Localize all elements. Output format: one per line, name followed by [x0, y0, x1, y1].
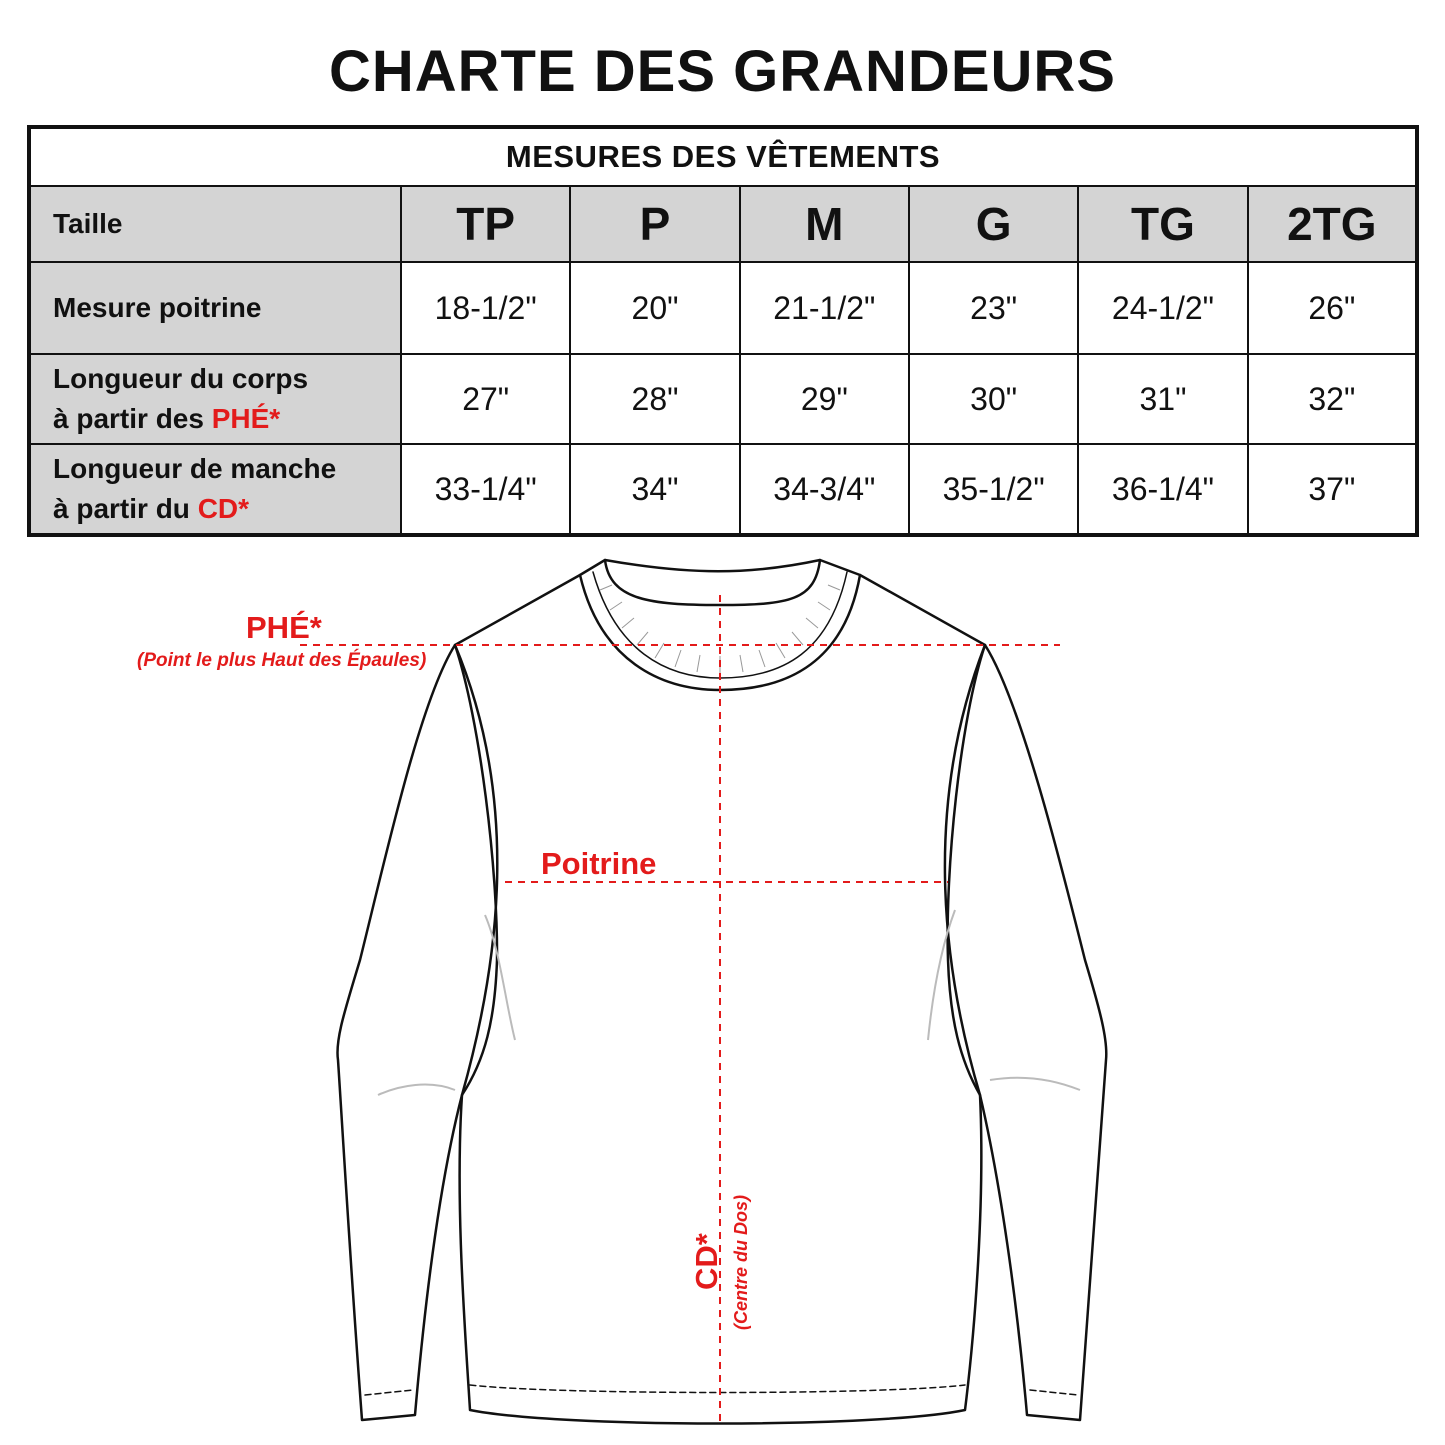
- row-label-text: à partir des: [53, 403, 212, 434]
- value-cell: 26": [1248, 262, 1417, 354]
- size-header-tp: TP: [401, 186, 570, 262]
- value-cell: 23": [909, 262, 1078, 354]
- left-sleeve: [337, 645, 497, 1420]
- value-cell: 36-1/4": [1078, 444, 1247, 535]
- size-header-tg: TG: [1078, 186, 1247, 262]
- phe-note: (Point le plus Haut des Épaules): [137, 650, 427, 671]
- row-label-text: Longueur de manche: [53, 453, 337, 484]
- size-chart-table: [27, 125, 1419, 537]
- value-cell: 32": [1248, 354, 1417, 444]
- chest-label: Poitrine: [541, 846, 657, 881]
- cd-label: CD*: [689, 1233, 724, 1290]
- size-header-m: M: [740, 186, 909, 262]
- table-row-chest: [29, 262, 1417, 354]
- row-label-body-length: [29, 354, 401, 444]
- value-cell: 37": [1248, 444, 1417, 535]
- size-header-row: [29, 186, 1417, 262]
- row-label-sleeve-length: [29, 444, 401, 535]
- value-cell: 18-1/2": [401, 262, 570, 354]
- row-label-text: Mesure poitrine: [53, 292, 262, 323]
- size-header-g: G: [909, 186, 1078, 262]
- phe-highlight: PHÉ*: [211, 403, 281, 434]
- cd-note: (Centre du Dos): [731, 1195, 751, 1330]
- value-cell: 34": [570, 444, 739, 535]
- row-label-text: à partir du: [53, 493, 198, 524]
- value-cell: 30": [909, 354, 1078, 444]
- table-row-sleeve-length: [29, 444, 1417, 535]
- page-title: CHARTE DES GRANDEURS: [329, 39, 1116, 104]
- value-cell: 24-1/2": [1078, 262, 1247, 354]
- size-label: Taille: [29, 186, 401, 262]
- cd-highlight: CD*: [197, 493, 250, 524]
- sweater-diagram: [0, 540, 1445, 1445]
- value-cell: 28": [570, 354, 739, 444]
- right-sleeve: [945, 645, 1106, 1420]
- table-row-body-length: [29, 354, 1417, 444]
- value-cell: 33-1/4": [401, 444, 570, 535]
- size-header-p: P: [570, 186, 739, 262]
- value-cell: 35-1/2": [909, 444, 1078, 535]
- size-header-2tg: 2TG: [1248, 186, 1417, 262]
- value-cell: 31": [1078, 354, 1247, 444]
- phe-label: PHÉ*: [246, 610, 322, 645]
- value-cell: 27": [401, 354, 570, 444]
- table-caption: MESURES DES VÊTEMENTS: [29, 127, 1417, 186]
- value-cell: 34-3/4": [740, 444, 909, 535]
- row-label-chest: [29, 262, 401, 354]
- row-label-text: Longueur du corps: [53, 363, 309, 394]
- value-cell: 20": [570, 262, 739, 354]
- value-cell: 29": [740, 354, 909, 444]
- value-cell: 21-1/2": [740, 262, 909, 354]
